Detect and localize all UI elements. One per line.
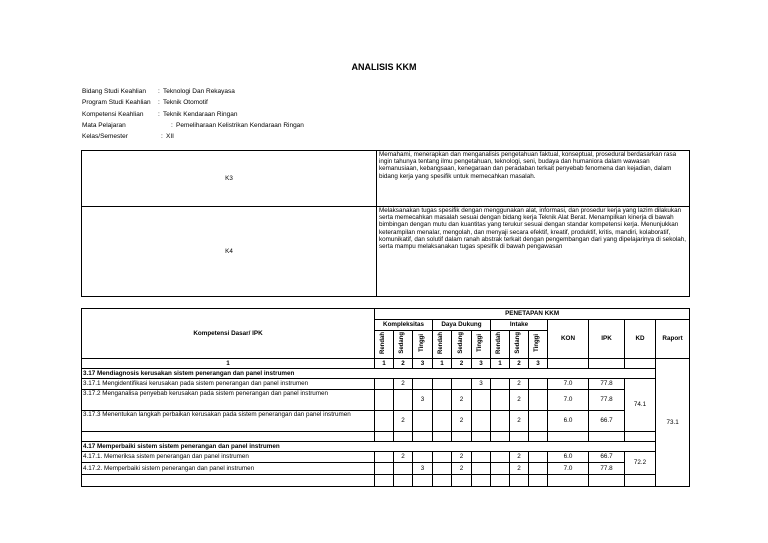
col-number: 2 — [394, 359, 413, 369]
meta-label: Mata Pelajaran — [82, 121, 126, 129]
raport-value: 73.1 — [656, 359, 690, 487]
cell-value: 2 — [452, 463, 472, 475]
meta-sep: : — [171, 121, 173, 129]
kon-value: 7.0 — [548, 379, 589, 390]
cell-value: 2 — [394, 379, 413, 390]
ipk-label: 3.17.1 Mengidentifikasi kerusakan pada sistem penerangan dan panel instrumen — [82, 379, 375, 390]
ki-code: K3 — [82, 151, 377, 207]
cell-value: 2 — [510, 411, 529, 432]
col-number: 1 — [491, 359, 510, 369]
meta-label: Bidang Studi Keahlian — [82, 88, 146, 95]
ki-row-k3 — [82, 151, 690, 207]
col-number: 1 — [82, 359, 375, 369]
header-intake-rendah: Rendah — [491, 331, 510, 359]
ipk-value: 66.7 — [589, 411, 625, 432]
col-number: 3 — [413, 359, 433, 369]
header-daya-dukung-rendah: Rendah — [433, 331, 452, 359]
ipk-label: 4.17.2. Memperbaiki sistem penerangan dan panel instrumen — [82, 463, 375, 475]
kd-heading-row — [82, 442, 690, 452]
cell-value: 2 — [510, 463, 529, 475]
ipk-value: 77.8 — [589, 390, 625, 411]
col-number: 2 — [452, 359, 472, 369]
meta-value: Teknik Kendaraan Ringan — [163, 110, 238, 118]
ki-text: Memahami, menerapkan dan menganalisis pengetahuan faktual, konseptual, prosedural berdasarkan rasa ingin tahunya tentang ilmu pengetahuan, teknologi, seni, budaya dan humaniora dalam wawasan kemanusiaan, kebangsaan, kenegaraan dan peradaban terkait penyebab fenomena dan kejadian, dalam bidang kerja yang spesifik untuk memecahkan masalah. — [377, 151, 690, 207]
spacer-row — [82, 475, 690, 487]
kd-heading: 4.17 Memperbaiki sistem sistem penerangan dan panel instrumen — [82, 442, 656, 452]
table-row — [82, 411, 690, 432]
meta-label: Kelas/Semester — [82, 133, 128, 141]
meta-mata-pelajaran — [82, 120, 304, 131]
header-kompleksitas-rendah: Rendah — [375, 331, 394, 359]
cell-value: 2 — [510, 379, 529, 390]
meta-sep: : — [158, 88, 160, 95]
kon-value: 7.0 — [548, 463, 589, 475]
header-intake-tinggi: Tinggi — [529, 331, 548, 359]
kd-heading-row — [82, 369, 690, 379]
header-kon: KON — [548, 320, 589, 359]
ki-row-k4 — [82, 207, 690, 297]
ipk-value: 77.8 — [589, 463, 625, 475]
table-row — [82, 390, 690, 411]
ipk-label: 4.17.1. Memeriksa sistem penerangan dan panel instrumen — [82, 452, 375, 463]
header-kompleksitas-sedang: Sedang — [394, 331, 413, 359]
kd-value: 72.2 — [625, 452, 656, 475]
meta-value: XII — [166, 133, 174, 141]
meta-value: Pemeliharaan Kelistrikan Kendaraan Ringan — [176, 121, 304, 129]
meta-sep: : — [161, 133, 163, 141]
header-intake: Intake — [491, 320, 548, 331]
meta-kelas-semester — [82, 131, 174, 142]
header-ipk: IPK — [589, 320, 625, 359]
ipk-value: 77.8 — [589, 379, 625, 390]
header-daya-dukung: Daya Dukung — [433, 320, 491, 331]
header-penetapan-kkm: PENETAPAN KKM — [375, 309, 690, 320]
header-daya-dukung-tinggi: Tinggi — [472, 331, 491, 359]
cell-value: 3 — [472, 379, 491, 390]
cell-value: 2 — [394, 452, 413, 463]
col-number: 2 — [510, 359, 529, 369]
kkm-table — [81, 308, 690, 487]
header-kd: KD — [625, 320, 656, 359]
meta-label: Program Studi Keahlian — [82, 99, 151, 107]
kompetensi-inti-table — [81, 150, 690, 297]
col-number: 3 — [472, 359, 491, 369]
meta-label: Kompetensi Keahlian — [82, 110, 144, 118]
col-number: 1 — [433, 359, 452, 369]
header-raport: Raport — [656, 320, 690, 359]
page-title: ANALISIS KKM — [351, 62, 417, 72]
cell-value: 2 — [510, 452, 529, 463]
col-number: 3 — [529, 359, 548, 369]
ki-code: K4 — [82, 207, 377, 297]
column-number-row — [82, 359, 690, 369]
header-kompleksitas: Kompleksitas — [375, 320, 433, 331]
meta-value: Teknik Otomotif — [163, 99, 208, 107]
meta-sep: : — [158, 110, 160, 118]
kd-value: 74.1 — [625, 379, 656, 432]
header-daya-dukung-sedang: Sedang — [452, 331, 472, 359]
ipk-label: 3.17.2 Menganalisa penyebab kerusakan pada sistem penerangan dan panel instrumen — [82, 390, 375, 411]
kd-heading: 3.17 Mendiagnosis kerusakan sistem penerangan dan panel instrumen — [82, 369, 656, 379]
header-intake-sedang: Sedang — [510, 331, 529, 359]
meta-kompetensi-keahlian — [82, 109, 238, 120]
cell-value: 2 — [510, 390, 529, 411]
cell-value: 2 — [452, 411, 472, 432]
meta-bidang-studi — [82, 86, 235, 97]
kon-value: 6.0 — [548, 411, 589, 432]
table-row — [82, 379, 690, 390]
col-number: 1 — [375, 359, 394, 369]
meta-value: Teknologi Dan Rekayasa — [163, 88, 235, 95]
header-kompleksitas-tinggi: Tinggi — [413, 331, 433, 359]
cell-value: 3 — [413, 390, 433, 411]
ipk-value: 66.7 — [589, 452, 625, 463]
kon-value: 6.0 — [548, 452, 589, 463]
meta-sep: : — [158, 99, 160, 107]
ipk-label: 3.17.3 Menentukan langkah perbaikan kerusakan pada sistem penerangan dan panel instrumen — [82, 411, 375, 432]
cell-value: 3 — [413, 463, 433, 475]
ki-text: Melaksanakan tugas spesifik dengan menggunakan alat, informasi, dan prosedur kerja yang lazim dilakukan serta memecahkan masalah sesuai dengan bidang kerja Teknik Alat Berat. Menampilkan kinerja di bawah bimbingan dengan mutu dan kuantitas yang terukur sesuai dengan standar kompetensi kerja. Menunjukkan keterampilan menalar, mengolah, dan menyaji secara efektif, kreatif, produktif, kritis, mandiri, kolaboratif, komunikatif, dan solutif dalam ranah abstrak terkait dengan pengembangan dari yang dipelajarinya di sekolah, serta mampu melaksanakan tugas spesifik di bawah pengawasan — [377, 207, 690, 297]
cell-value: 2 — [394, 411, 413, 432]
meta-program-studi — [82, 97, 208, 108]
table-row — [82, 452, 690, 463]
cell-value: 2 — [452, 390, 472, 411]
kon-value: 7.0 — [548, 390, 589, 411]
cell-value: 2 — [452, 452, 472, 463]
table-row — [82, 463, 690, 475]
document-meta — [82, 86, 304, 142]
spacer-row — [82, 432, 690, 442]
header-kompetensi-dasar: Kompetensi Dasar/ IPK — [82, 309, 375, 359]
